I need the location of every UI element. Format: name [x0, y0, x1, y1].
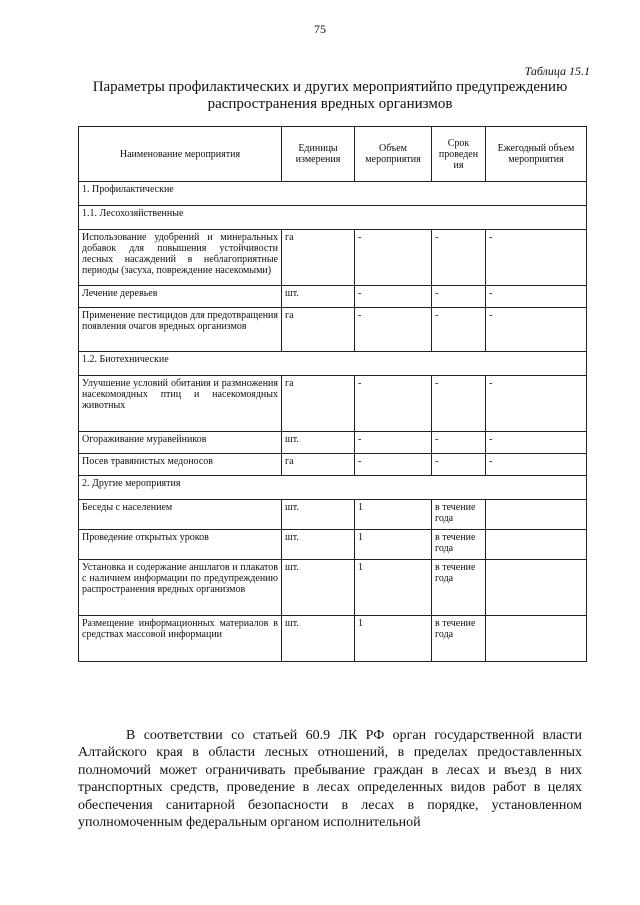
cell-measure-name: Улучшение условий обитания и размножения насекомоядных птиц и насекомоядных животных [79, 376, 282, 432]
cell-term: в течение года [432, 500, 486, 530]
header-measure-name: Наименование мероприятия [79, 127, 282, 182]
header-units: Единицы измерения [282, 127, 355, 182]
section-label: 1. Профилактические [79, 182, 587, 206]
cell-volume: - [355, 432, 432, 454]
cell-term: в течение года [432, 616, 486, 662]
table-row [79, 530, 587, 560]
cell-volume: 1 [355, 616, 432, 662]
cell-annual-volume [486, 530, 587, 560]
cell-units: шт. [282, 286, 355, 308]
cell-volume: - [355, 376, 432, 432]
cell-volume: - [355, 286, 432, 308]
table-section-row [79, 206, 587, 230]
cell-measure-name: Использование удобрений и минеральных добавок для повышения устойчивости лесных насаждений в неблагоприятные периоды (засуха, повреждение насекомыми) [79, 230, 282, 286]
cell-units: га [282, 230, 355, 286]
cell-term: в течение года [432, 560, 486, 616]
cell-units: га [282, 308, 355, 352]
cell-annual-volume: - [486, 286, 587, 308]
cell-term: - [432, 432, 486, 454]
cell-units: га [282, 376, 355, 432]
table-row [79, 230, 587, 286]
cell-units: шт. [282, 616, 355, 662]
cell-annual-volume: - [486, 454, 587, 476]
table-row [79, 454, 587, 476]
table-row [79, 432, 587, 454]
table-row [79, 308, 587, 352]
header-volume: Объем мероприятия [355, 127, 432, 182]
cell-measure-name: Лечение деревьев [79, 286, 282, 308]
cell-annual-volume [486, 616, 587, 662]
table-row [79, 560, 587, 616]
cell-volume: 1 [355, 500, 432, 530]
table-header-row [79, 127, 587, 182]
cell-term: - [432, 286, 486, 308]
cell-annual-volume: - [486, 308, 587, 352]
cell-units: га [282, 454, 355, 476]
measures-table [78, 126, 587, 662]
cell-term: - [432, 230, 486, 286]
cell-measure-name: Беседы с населением [79, 500, 282, 530]
cell-measure-name: Установка и содержание аншлагов и плакатов с наличием информации по предупреждению распространения вредных организмов [79, 560, 282, 616]
cell-measure-name: Посев травянистых медоносов [79, 454, 282, 476]
cell-measure-name: Огораживание муравейников [79, 432, 282, 454]
body-paragraph: В соответствии со статьей 60.9 ЛК РФ орган государственной власти Алтайского края в области лесных отношений, в пределах предоставленных полномочий может ограничивать пребывание граждан в лесах и въезд в них транспортных средств, проведение в лесах определенных видов работ в целях обеспечения санитарной безопасности в лесах в порядке, установленном уполномоченным федеральным органом исполнительной [78, 728, 582, 831]
cell-units: шт. [282, 432, 355, 454]
table-row [79, 500, 587, 530]
table-section-row [79, 352, 587, 376]
table-section-row [79, 182, 587, 206]
cell-measure-name: Применение пестицидов для предотвращения появления очагов вредных организмов [79, 308, 282, 352]
cell-measure-name: Размещение информационных материалов в средствах массовой информации [79, 616, 282, 662]
table-label: Таблица 15.1 [524, 64, 590, 78]
cell-units: шт. [282, 560, 355, 616]
cell-term: в течение года [432, 530, 486, 560]
table-row [79, 376, 587, 432]
cell-annual-volume: - [486, 376, 587, 432]
cell-annual-volume [486, 500, 587, 530]
cell-measure-name: Проведение открытых уроков [79, 530, 282, 560]
cell-volume: 1 [355, 530, 432, 560]
cell-term: - [432, 376, 486, 432]
cell-term: - [432, 454, 486, 476]
page-number: 75 [314, 22, 326, 36]
header-annual-volume: Ежегодный объем мероприятия [486, 127, 587, 182]
header-term: Срок проведен ия [432, 127, 486, 182]
section-label: 1.2. Биотехнические [79, 352, 587, 376]
cell-units: шт. [282, 530, 355, 560]
body-text [78, 727, 582, 831]
cell-term: - [432, 308, 486, 352]
cell-annual-volume: - [486, 230, 587, 286]
table-body [79, 182, 587, 662]
cell-units: шт. [282, 500, 355, 530]
cell-annual-volume [486, 560, 587, 616]
cell-volume: - [355, 230, 432, 286]
document-title: Параметры профилактических и других мероприятийпо предупреждению распространения вредных организмов [92, 79, 568, 112]
table-row [79, 286, 587, 308]
section-label: 1.1. Лесохозяйственные [79, 206, 587, 230]
cell-volume: - [355, 454, 432, 476]
table-row [79, 616, 587, 662]
section-label: 2. Другие мероприятия [79, 476, 587, 500]
table-section-row [79, 476, 587, 500]
cell-volume: 1 [355, 560, 432, 616]
cell-annual-volume: - [486, 432, 587, 454]
cell-volume: - [355, 308, 432, 352]
